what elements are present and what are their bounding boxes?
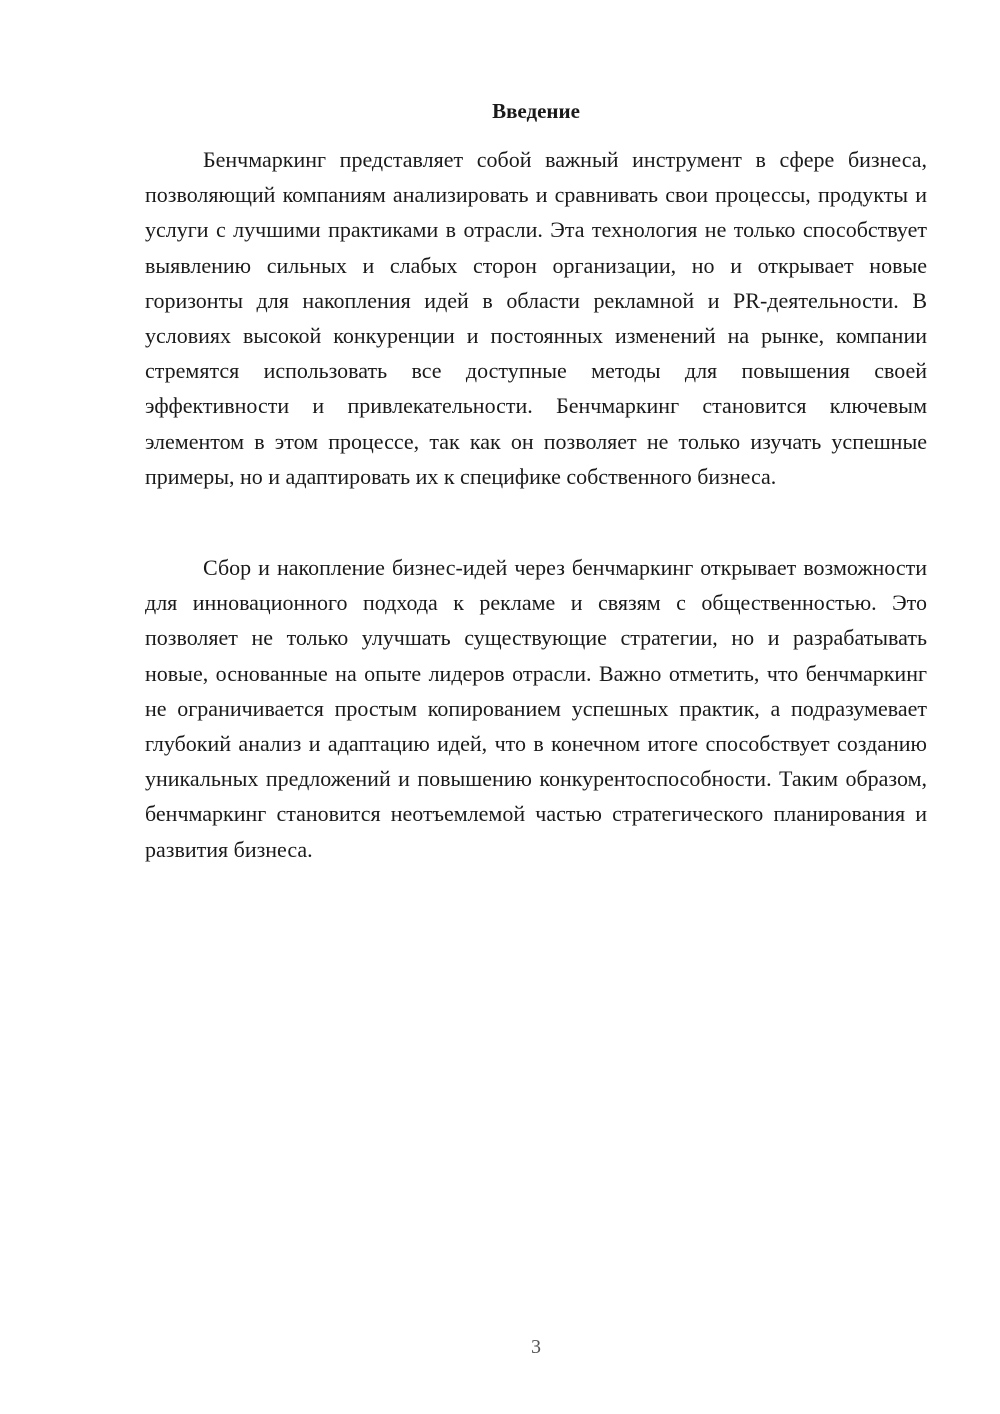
section-heading: Введение xyxy=(492,99,580,123)
body-paragraph: Бенчмаркинг представляет собой важный инструмент в сфере бизнеса, позволяющий компаниям анализировать и сравнивать свои процессы, продукты и услуги с лучшими практиками в отрасли. Эта технология не только способствует выявлению сильных и слабых сторон организации, но и открывает новые горизонты для накопления идей в области рекламной и PR-деятельности. В условиях высокой конкуренции и постоянных изменений на рынке, компании стремятся использовать все доступные методы для повышения своей эффективности и привлекательности. Бенчмаркинг становится ключевым элементом в этом процессе, так как он позволяет не только изучать успешные примеры, но и адаптировать их к специфике собственного бизнеса. xyxy=(145,147,927,489)
body-paragraph: Сбор и накопление бизнес-идей через бенчмаркинг открывает возможности для инновационного подхода к рекламе и связям с общественностью. Это позволяет не только улучшать существующие стратегии, но и разрабатывать новые, основанные на опыте лидеров отрасли. Важно отметить, что бенчмаркинг не ограничивается простым копированием успешных практик, а подразумевает глубокий анализ и адаптацию идей, что в конечном итоге способствует созданию уникальных предложений и повышению конкурентоспособности. Таким образом, бенчмаркинг становится неотъемлемой частью стратегического планирования и развития бизнеса. xyxy=(145,555,927,862)
page-number: 3 xyxy=(531,1336,541,1358)
